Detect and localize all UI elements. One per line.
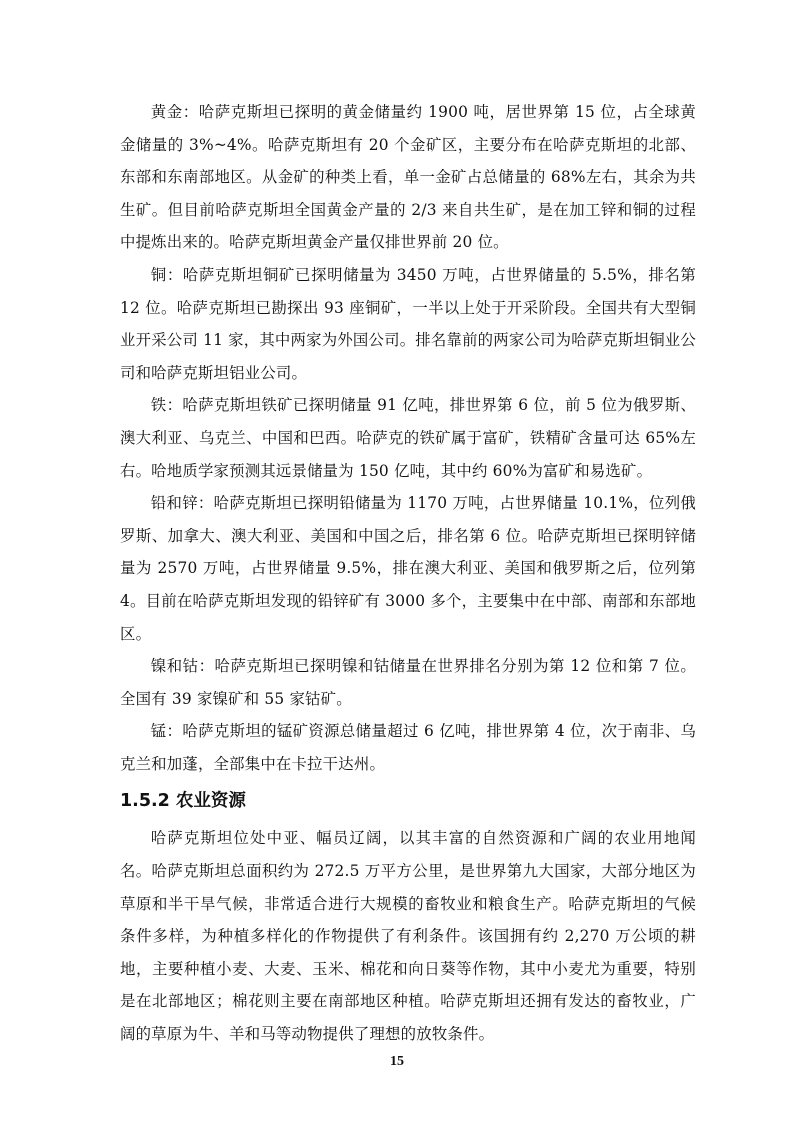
paragraph-agriculture: 哈萨克斯坦位处中亚、幅员辽阔，以其丰富的自然资源和广阔的农业用地闻名。哈萨克斯坦总面积约为 272.5 万平方公里，是世界第九大国家，大部分地区为草原和半干旱气候，非常适合进行大规模的畜牧业和粮食生产。哈萨克斯坦的气候条件多样，为种植多样化的作物提供了有利条件。该国拥有约 2,270 万公顷的耕地，主要种植小麦、大麦、玉米、棉花和向日葵等作物，其中小麦尤为重要，特别是在北部地区；棉花则主要在南部地区种植。哈萨克斯坦还拥有发达的畜牧业，广阔的草原为牛、羊和马等动物提供了理想的放牧条件。 xyxy=(120,829,696,1044)
document-body xyxy=(120,96,696,1051)
paragraph-nickel-cobalt: 镍和钴：哈萨克斯坦已探明镍和钴储量在世界排名分别为第 12 位和第 7 位。全国有 39 家镍矿和 55 家钴矿。 xyxy=(120,657,696,708)
paragraph-manganese: 锰：哈萨克斯坦的锰矿资源总储量超过 6 亿吨，排世界第 4 位，次于南非、乌克兰和加蓬，全部集中在卡拉干达州。 xyxy=(120,722,696,773)
paragraph-gold: 黄金：哈萨克斯坦已探明的黄金储量约 1900 吨，居世界第 15 位，占全球黄金储量的 3%~4%。哈萨克斯坦有 20 个金矿区，主要分布在哈萨克斯坦的北部、东部和东南部地区。从金矿的种类上看，单一金矿占总储量的 68%左右，其余为共生矿。但目前哈萨克斯坦全国黄金产量的 2/3 来自共生矿，是在加工锌和铜的过程中提炼出来的。哈萨克斯坦黄金产量仅排世界前 20 位。 xyxy=(120,103,696,252)
paragraph-iron: 铁：哈萨克斯坦铁矿已探明储量 91 亿吨，排世界第 6 位，前 5 位为俄罗斯、澳大利亚、乌克兰、中国和巴西。哈萨克的铁矿属于富矿，铁精矿含量可达 65%左右。哈地质学家预测其远景储量为 150 亿吨，其中约 60%为富矿和易选矿。 xyxy=(120,396,696,480)
section-heading: 1.5.2 农业资源 xyxy=(120,791,246,812)
page-number: 15 xyxy=(390,1054,404,1069)
paragraph-copper: 铜：哈萨克斯坦铜矿已探明储量为 3450 万吨，占世界储量的 5.5%，排名第 12 位。哈萨克斯坦已勘探出 93 座铜矿，一半以上处于开采阶段。全国共有大型铜业开采公司 11 家，其中两家为外国公司。排名靠前的两家公司为哈萨克斯坦铜业公司和哈萨克斯坦铝业公司。 xyxy=(120,265,696,382)
paragraph-lead-zinc: 铅和锌：哈萨克斯坦已探明铅储量为 1170 万吨，占世界储量 10.1%，位列俄罗斯、加拿大、澳大利亚、美国和中国之后，排名第 6 位。哈萨克斯坦已探明锌储量为 2570 万吨，占世界储量 9.5%，排在澳大利亚、美国和俄罗斯之后，位列第 4。目前在哈萨克斯坦发现的铅锌矿有 3000 多个，主要集中在中部、南部和东部地区。 xyxy=(120,494,696,643)
